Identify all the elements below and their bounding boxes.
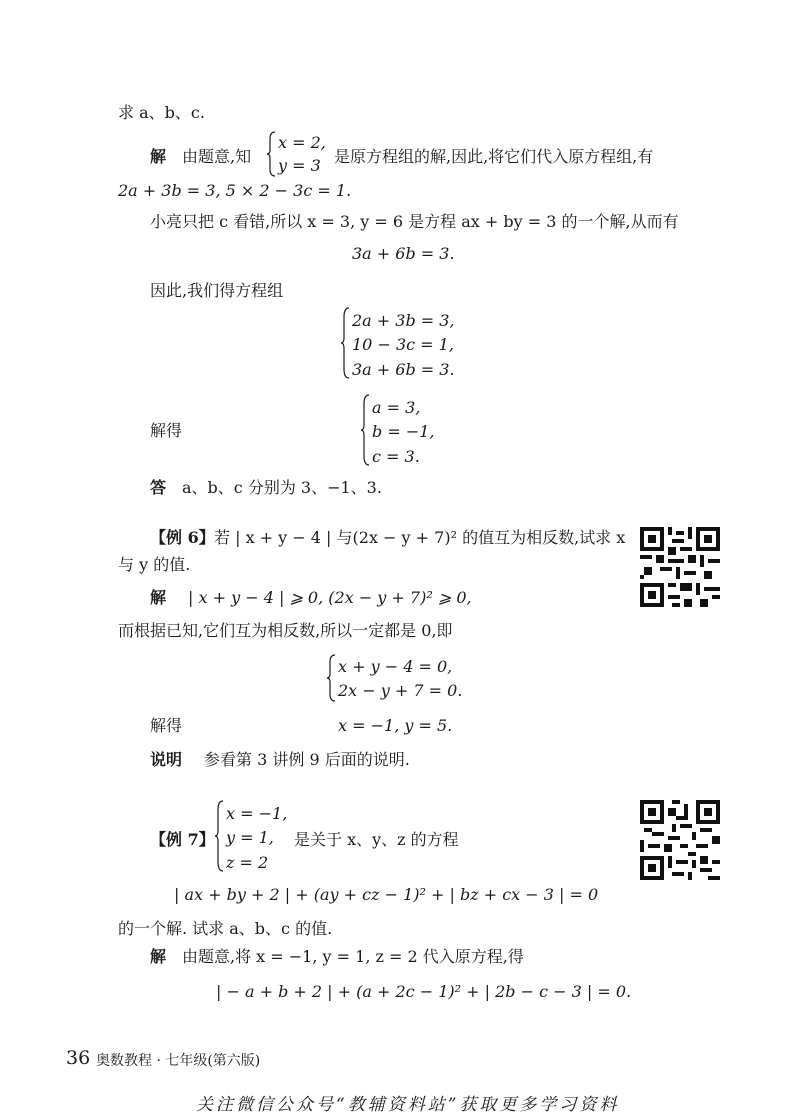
solution-label: 解 bbox=[150, 147, 167, 166]
text-line: a、b、c 分别为 3、−1、3. bbox=[182, 478, 382, 497]
note-label: 说明 bbox=[150, 750, 183, 769]
example-label: 【例 7】 bbox=[150, 830, 215, 849]
brace-icon bbox=[360, 394, 370, 466]
equation: c = 3. bbox=[372, 447, 420, 466]
brace-icon bbox=[266, 131, 276, 177]
equation: x = 2, bbox=[278, 133, 326, 152]
book-title: 奥数教程 · 七年级(第六版) bbox=[96, 1053, 261, 1069]
equation: b = −1, bbox=[372, 422, 435, 441]
text-line: 解得 bbox=[150, 421, 183, 440]
equation: | − a + b + 2 | + (a + 2c − 1)² + | 2b − c − 3 | = 0. bbox=[216, 982, 632, 1001]
equation: 2a + 3b = 3, bbox=[352, 311, 455, 330]
equation: x = −1, bbox=[226, 804, 288, 823]
text-line: 与 y 的值. bbox=[118, 555, 191, 574]
equation: a = 3, bbox=[372, 398, 421, 417]
answer-label: 答 bbox=[150, 478, 167, 497]
page-number: 36 bbox=[66, 1047, 91, 1069]
text-line: 解得 bbox=[150, 716, 183, 735]
equation-system bbox=[266, 131, 336, 177]
equation: x = −1, y = 5. bbox=[338, 716, 453, 735]
solution-label: 解 bbox=[150, 947, 167, 966]
equation: 10 − 3c = 1, bbox=[352, 335, 454, 354]
text-line: 小亮只把 c 看错,所以 x = 3, y = 6 是方程 ax + by = 3 的一个解,从而有 bbox=[150, 212, 679, 231]
brace-icon bbox=[214, 800, 224, 872]
brace-icon bbox=[340, 307, 350, 379]
qr-code-icon[interactable] bbox=[640, 527, 720, 607]
text-line: 由题意,将 x = −1, y = 1, z = 2 代入原方程,得 bbox=[182, 947, 524, 966]
text-line: 是原方程组的解,因此,将它们代入原方程组,有 bbox=[334, 147, 654, 166]
text-line: 的一个解. 试求 a、b、c 的值. bbox=[118, 919, 333, 938]
equation: y = 1, bbox=[226, 828, 274, 847]
text-line: 求 a、b、c. bbox=[118, 103, 205, 122]
equation: x + y − 4 = 0, bbox=[338, 657, 453, 676]
equation-system bbox=[214, 800, 294, 872]
text-line: 是关于 x、y、z 的方程 bbox=[294, 830, 459, 849]
equation-system bbox=[340, 307, 470, 379]
equation: 2a + 3b = 3, 5 × 2 − 3c = 1. bbox=[118, 181, 352, 200]
text-line: 由题意,知 bbox=[182, 147, 252, 166]
text-line: 因此,我们得方程组 bbox=[150, 281, 284, 300]
solution-label: 解 bbox=[150, 588, 167, 607]
qr-code-icon[interactable] bbox=[640, 800, 720, 880]
equation: 2x − y + 7 = 0. bbox=[338, 681, 463, 700]
equation: | x + y − 4 | ⩾ 0, (2x − y + 7)² ⩾ 0, bbox=[188, 588, 472, 607]
equation-system bbox=[360, 394, 460, 466]
equation: 3a + 6b = 3. bbox=[352, 244, 455, 263]
brace-icon bbox=[326, 654, 336, 702]
text-line: 若 | x + y − 4 | 与(2x − y + 7)² 的值互为相反数,试求 x bbox=[214, 528, 626, 547]
promo-banner: 关注微信公众号“教辅资料站”获取更多学习资料 bbox=[196, 1095, 620, 1115]
example-label: 【例 6】 bbox=[150, 528, 215, 547]
equation: | ax + by + 2 | + (ay + cz − 1)² + | bz + cx − 3 | = 0 bbox=[174, 885, 599, 904]
equation: y = 3 bbox=[278, 156, 321, 175]
equation: z = 2 bbox=[226, 853, 269, 872]
text-line: 而根据已知,它们互为相反数,所以一定都是 0,即 bbox=[118, 621, 453, 640]
equation: 3a + 6b = 3. bbox=[352, 360, 455, 379]
equation-system bbox=[326, 654, 476, 702]
text-line: 参看第 3 讲例 9 后面的说明. bbox=[204, 750, 410, 769]
